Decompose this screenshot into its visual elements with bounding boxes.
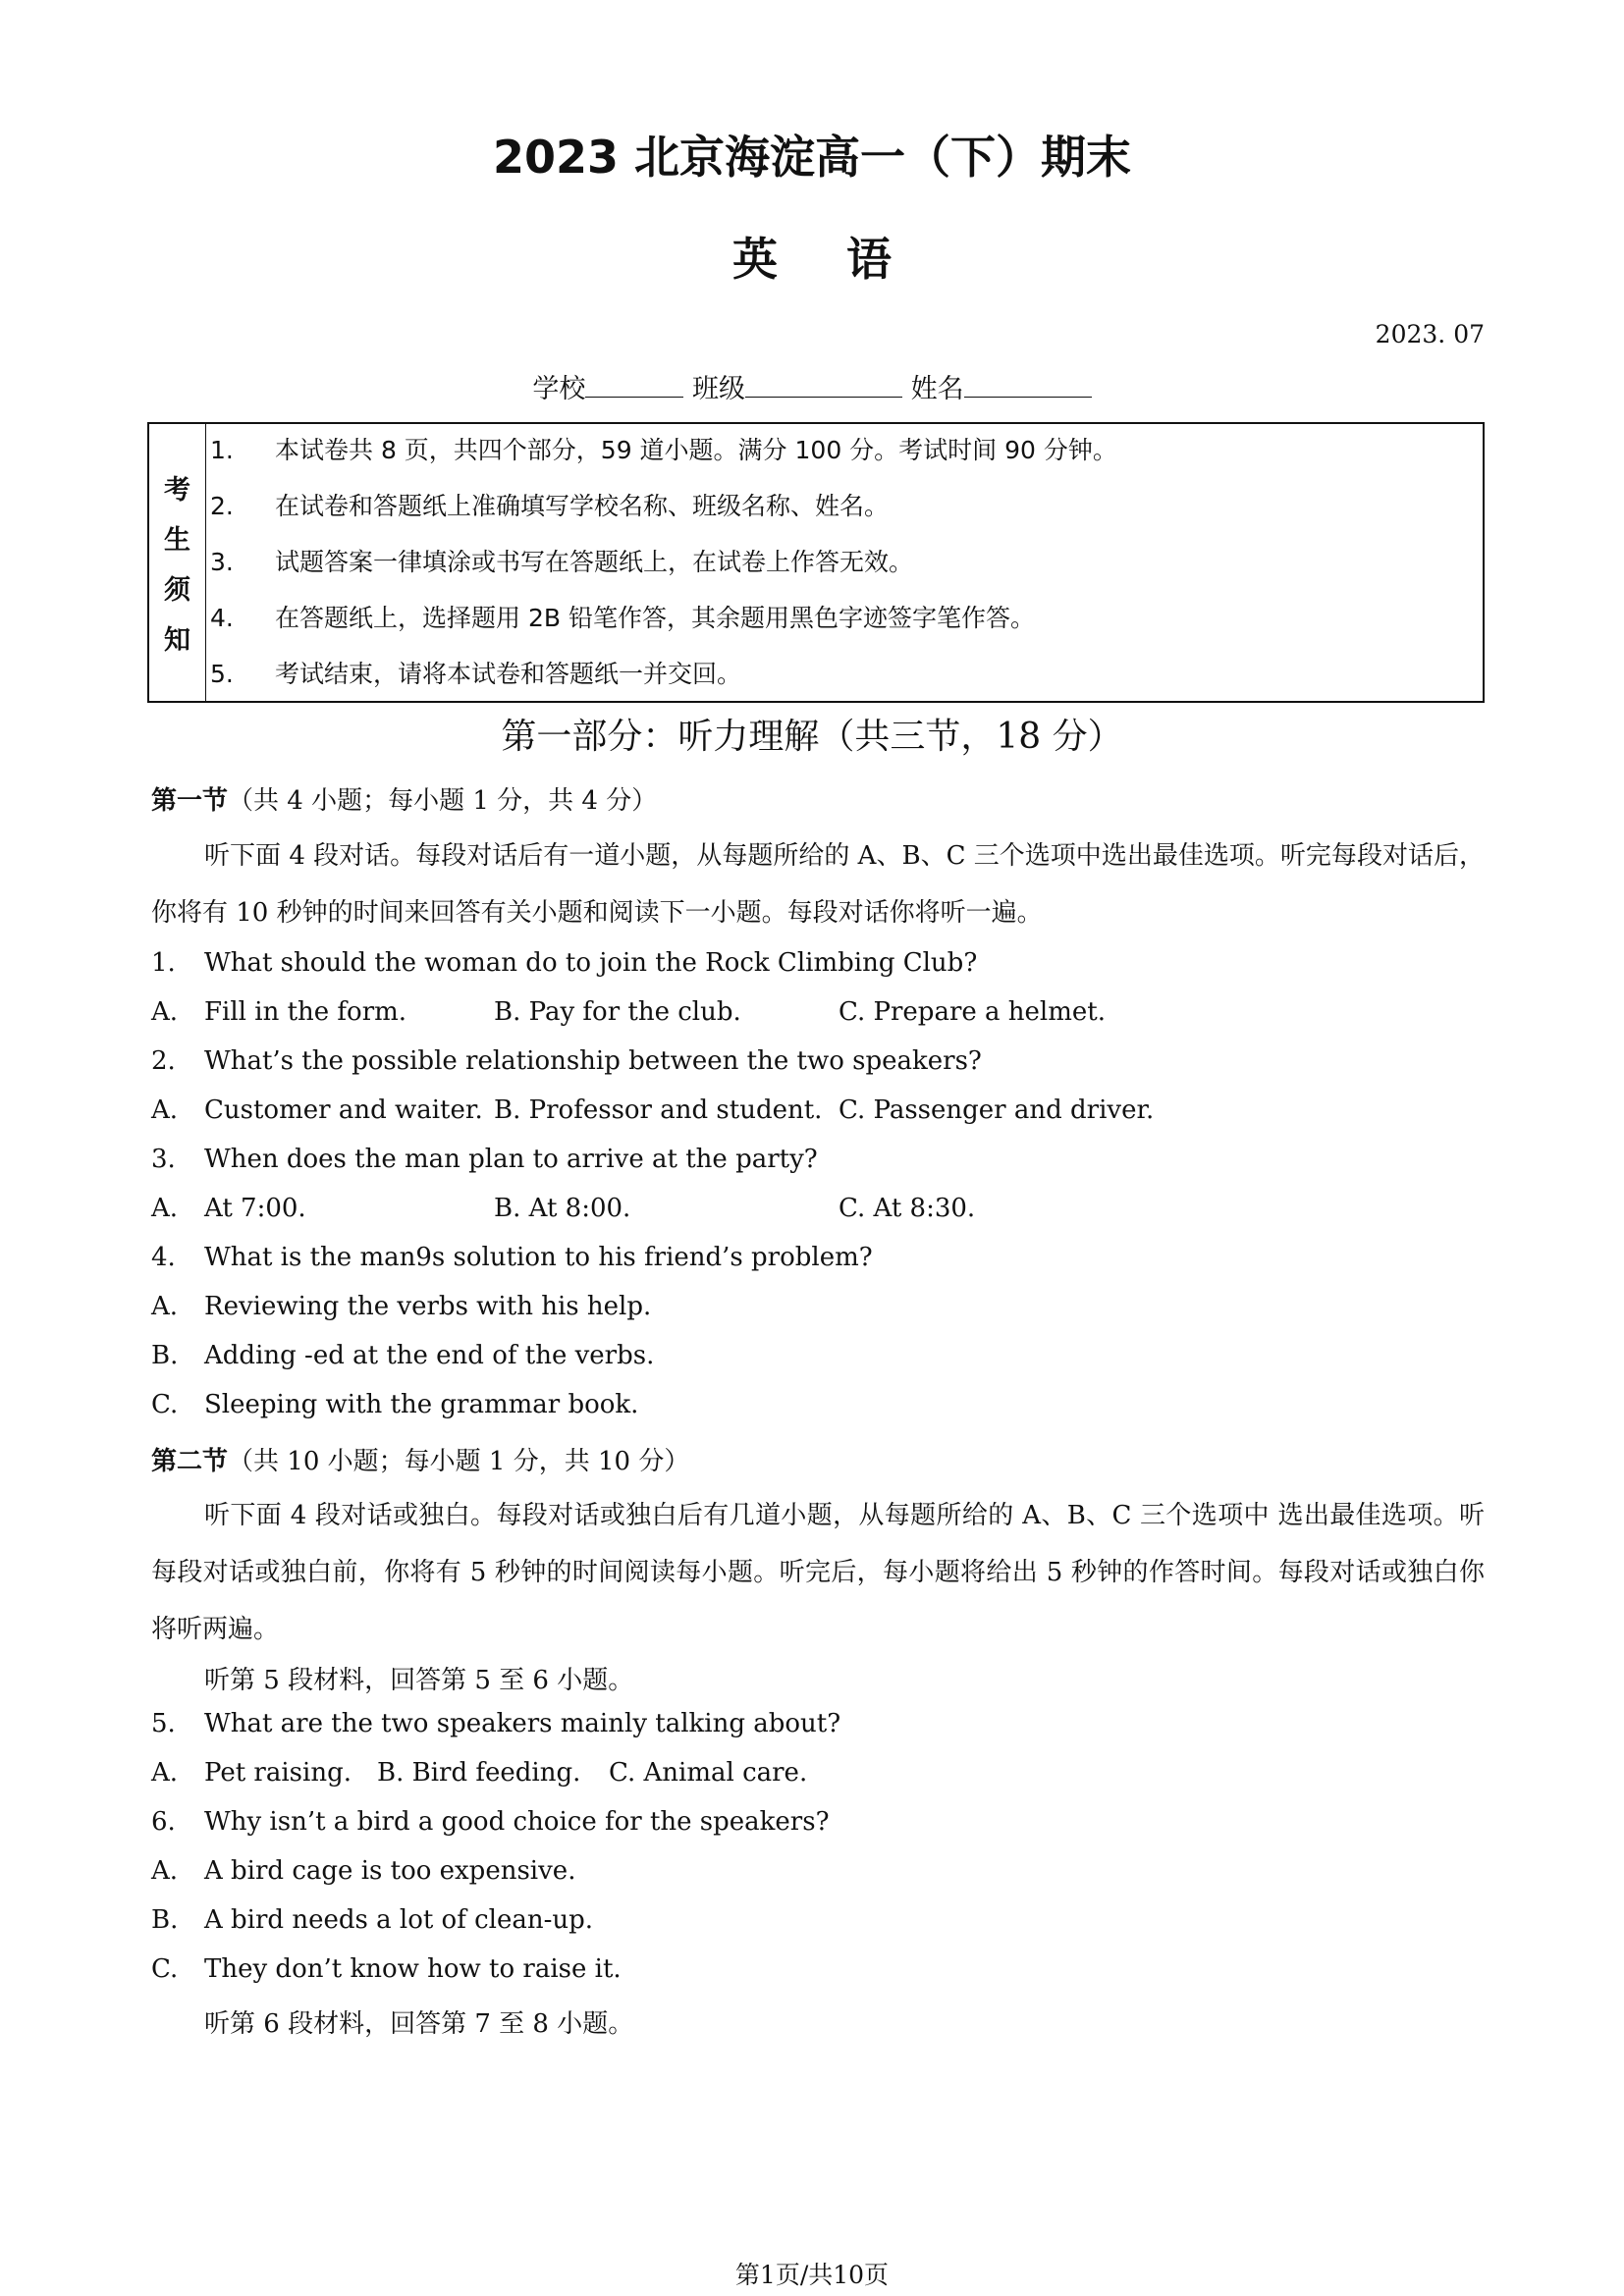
exam-title: 2023 北京海淀高一（下）期末 bbox=[492, 131, 1132, 184]
question bbox=[151, 1145, 818, 1174]
notice-item bbox=[206, 592, 1483, 648]
section-heading-detail: （共 10 小题；每小题 1 分，共 10 分） bbox=[228, 1447, 690, 1476]
subject-title: 英语 bbox=[732, 233, 960, 286]
option-b: B. At 8:00. bbox=[494, 1194, 631, 1223]
notice-list bbox=[206, 424, 1483, 704]
option-label: A. bbox=[151, 1194, 179, 1223]
answer-option-c bbox=[151, 1954, 622, 1984]
option-label: A. bbox=[151, 1856, 179, 1886]
question-number: 6. bbox=[151, 1807, 176, 1837]
option-text: A bird needs a lot of clean-up. bbox=[204, 1905, 594, 1935]
option-c: C. At 8:30. bbox=[839, 1194, 976, 1223]
option-b: B. Pay for the club. bbox=[494, 997, 741, 1027]
option-a: Customer and waiter. bbox=[204, 1095, 483, 1125]
option-a: Fill in the form. bbox=[204, 997, 407, 1027]
section-heading bbox=[151, 780, 657, 817]
notice-label-char: 须 bbox=[164, 575, 190, 606]
question bbox=[151, 1709, 840, 1738]
option-label: A. bbox=[151, 1292, 179, 1321]
question-number: 2. bbox=[151, 1046, 176, 1076]
answer-options bbox=[151, 997, 1485, 1027]
option-a: At 7:00. bbox=[204, 1194, 306, 1223]
question-text: Why isn’t a bird a good choice for the speakers? bbox=[204, 1807, 830, 1837]
notice-item-text: 试题答案一律填涂或书写在答题纸上，在试卷上作答无效。 bbox=[275, 548, 914, 576]
question-number: 5. bbox=[151, 1709, 176, 1738]
question-text: What should the woman do to join the Rock Climbing Club? bbox=[204, 948, 978, 978]
question bbox=[151, 1807, 830, 1837]
answer-options bbox=[151, 1095, 1485, 1125]
question-text: What is the man9s solution to his friend’s problem? bbox=[204, 1243, 873, 1272]
notice-item-text: 考试结束，请将本试卷和答题纸一并交回。 bbox=[275, 660, 742, 688]
question bbox=[151, 1243, 873, 1272]
school-label: 学校 bbox=[532, 374, 586, 404]
answer-option-a bbox=[151, 1292, 651, 1321]
option-label: A. bbox=[151, 1758, 179, 1788]
name-label: 姓名 bbox=[910, 374, 964, 404]
option-label: C. bbox=[151, 1390, 179, 1419]
option-text: Sleeping with the grammar book. bbox=[204, 1390, 639, 1419]
answer-option-b bbox=[151, 1341, 654, 1370]
question-text: When does the man plan to arrive at the party? bbox=[204, 1145, 818, 1174]
section-heading-detail: （共 4 小题；每小题 1 分，共 4 分） bbox=[228, 786, 658, 816]
option-text: They don’t know how to raise it. bbox=[204, 1954, 622, 1984]
option-text: Reviewing the verbs with his help. bbox=[204, 1292, 652, 1321]
question-number: 1. bbox=[151, 948, 176, 978]
notice-item-text: 在试卷和答题纸上准确填写学校名称、班级名称、姓名。 bbox=[275, 492, 890, 520]
notice-item bbox=[206, 480, 1483, 536]
exam-notice-box bbox=[147, 422, 1485, 703]
question-number: 3. bbox=[151, 1145, 176, 1174]
notice-label-char: 考 bbox=[164, 475, 190, 506]
section-heading bbox=[151, 1441, 689, 1477]
answer-options bbox=[151, 1758, 1485, 1788]
notice-item-number: 5. bbox=[210, 660, 234, 688]
page-number: 第1页/共10页 bbox=[734, 2261, 890, 2289]
section-heading-label: 第一节 bbox=[151, 786, 229, 816]
option-label: C. bbox=[151, 1954, 179, 1984]
section-heading-label: 第二节 bbox=[151, 1447, 229, 1476]
notice-item-number: 4. bbox=[210, 604, 234, 632]
option-label: A. bbox=[151, 1095, 179, 1125]
option-c: C. Passenger and driver. bbox=[839, 1095, 1155, 1125]
notice-item-number: 1. bbox=[210, 436, 234, 464]
question-number: 4. bbox=[151, 1243, 176, 1272]
option-c: C. Animal care. bbox=[609, 1758, 808, 1788]
notice-item-number: 2. bbox=[210, 492, 234, 520]
notice-item-text: 本试卷共 8 页，共四个部分，59 道小题。满分 100 分。考试时间 90 分钟。 bbox=[275, 436, 1117, 464]
question-text: What are the two speakers mainly talking about? bbox=[204, 1709, 841, 1738]
exam-date: 2023. 07 bbox=[1375, 320, 1485, 348]
name-blank[interactable] bbox=[964, 371, 1092, 398]
option-label: B. bbox=[151, 1905, 179, 1935]
option-c: C. Prepare a helmet. bbox=[839, 997, 1106, 1027]
option-label: A. bbox=[151, 997, 179, 1027]
notice-item bbox=[206, 536, 1483, 592]
part-title: 第一部分：听力理解（共三节，18 分） bbox=[501, 717, 1123, 757]
answer-option-c bbox=[151, 1390, 638, 1419]
option-label: B. bbox=[151, 1341, 179, 1370]
class-label: 班级 bbox=[692, 374, 745, 404]
option-b: B. Bird feeding. bbox=[377, 1758, 581, 1788]
notice-item bbox=[206, 424, 1483, 480]
answer-option-a bbox=[151, 1856, 575, 1886]
question-text: What’s the possible relationship between the two speakers? bbox=[204, 1046, 982, 1076]
question bbox=[151, 1046, 982, 1076]
class-blank[interactable] bbox=[745, 371, 902, 398]
material-instruction: 听第 6 段材料，回答第 7 至 8 小题。 bbox=[204, 2009, 634, 2039]
student-info-line bbox=[0, 367, 1624, 405]
notice-label bbox=[149, 424, 206, 701]
school-blank[interactable] bbox=[585, 371, 683, 398]
option-b: B. Professor and student. bbox=[494, 1095, 823, 1125]
notice-label-char: 生 bbox=[164, 525, 190, 556]
notice-item bbox=[206, 648, 1483, 704]
option-text: Adding -ed at the end of the verbs. bbox=[204, 1341, 655, 1370]
option-text: A bird cage is too expensive. bbox=[204, 1856, 576, 1886]
notice-item-number: 3. bbox=[210, 548, 234, 576]
question bbox=[151, 948, 977, 978]
option-a: Pet raising. bbox=[204, 1758, 352, 1788]
answer-option-b bbox=[151, 1905, 593, 1935]
material-instruction: 听第 5 段材料，回答第 5 至 6 小题。 bbox=[204, 1666, 634, 1695]
section-instruction: 听下面 4 段对话或独白。每段对话或独白后有几道小题，从每题所给的 A、B、C 三个选项中 选出最佳选项。听每段对话或独白前，你将有 5 秒钟的时间阅读每小题。听完后，每小题将给出 5 秒钟的作答时间。每段对话或独白你将听两遍。 bbox=[151, 1501, 1485, 1644]
answer-options bbox=[151, 1194, 1485, 1223]
notice-label-char: 知 bbox=[164, 625, 190, 656]
section-instruction: 听下面 4 段对话。每段对话后有一道小题，从每题所给的 A、B、C 三个选项中选出最佳选项。听完每段对话后，你将有 10 秒钟的时间来回答有关小题和阅读下一小题。每段对话你将听一遍。 bbox=[151, 841, 1485, 928]
notice-item-text: 在答题纸上，选择题用 2B 铅笔作答，其余题用黑色字迹签字笔作答。 bbox=[275, 604, 1035, 632]
